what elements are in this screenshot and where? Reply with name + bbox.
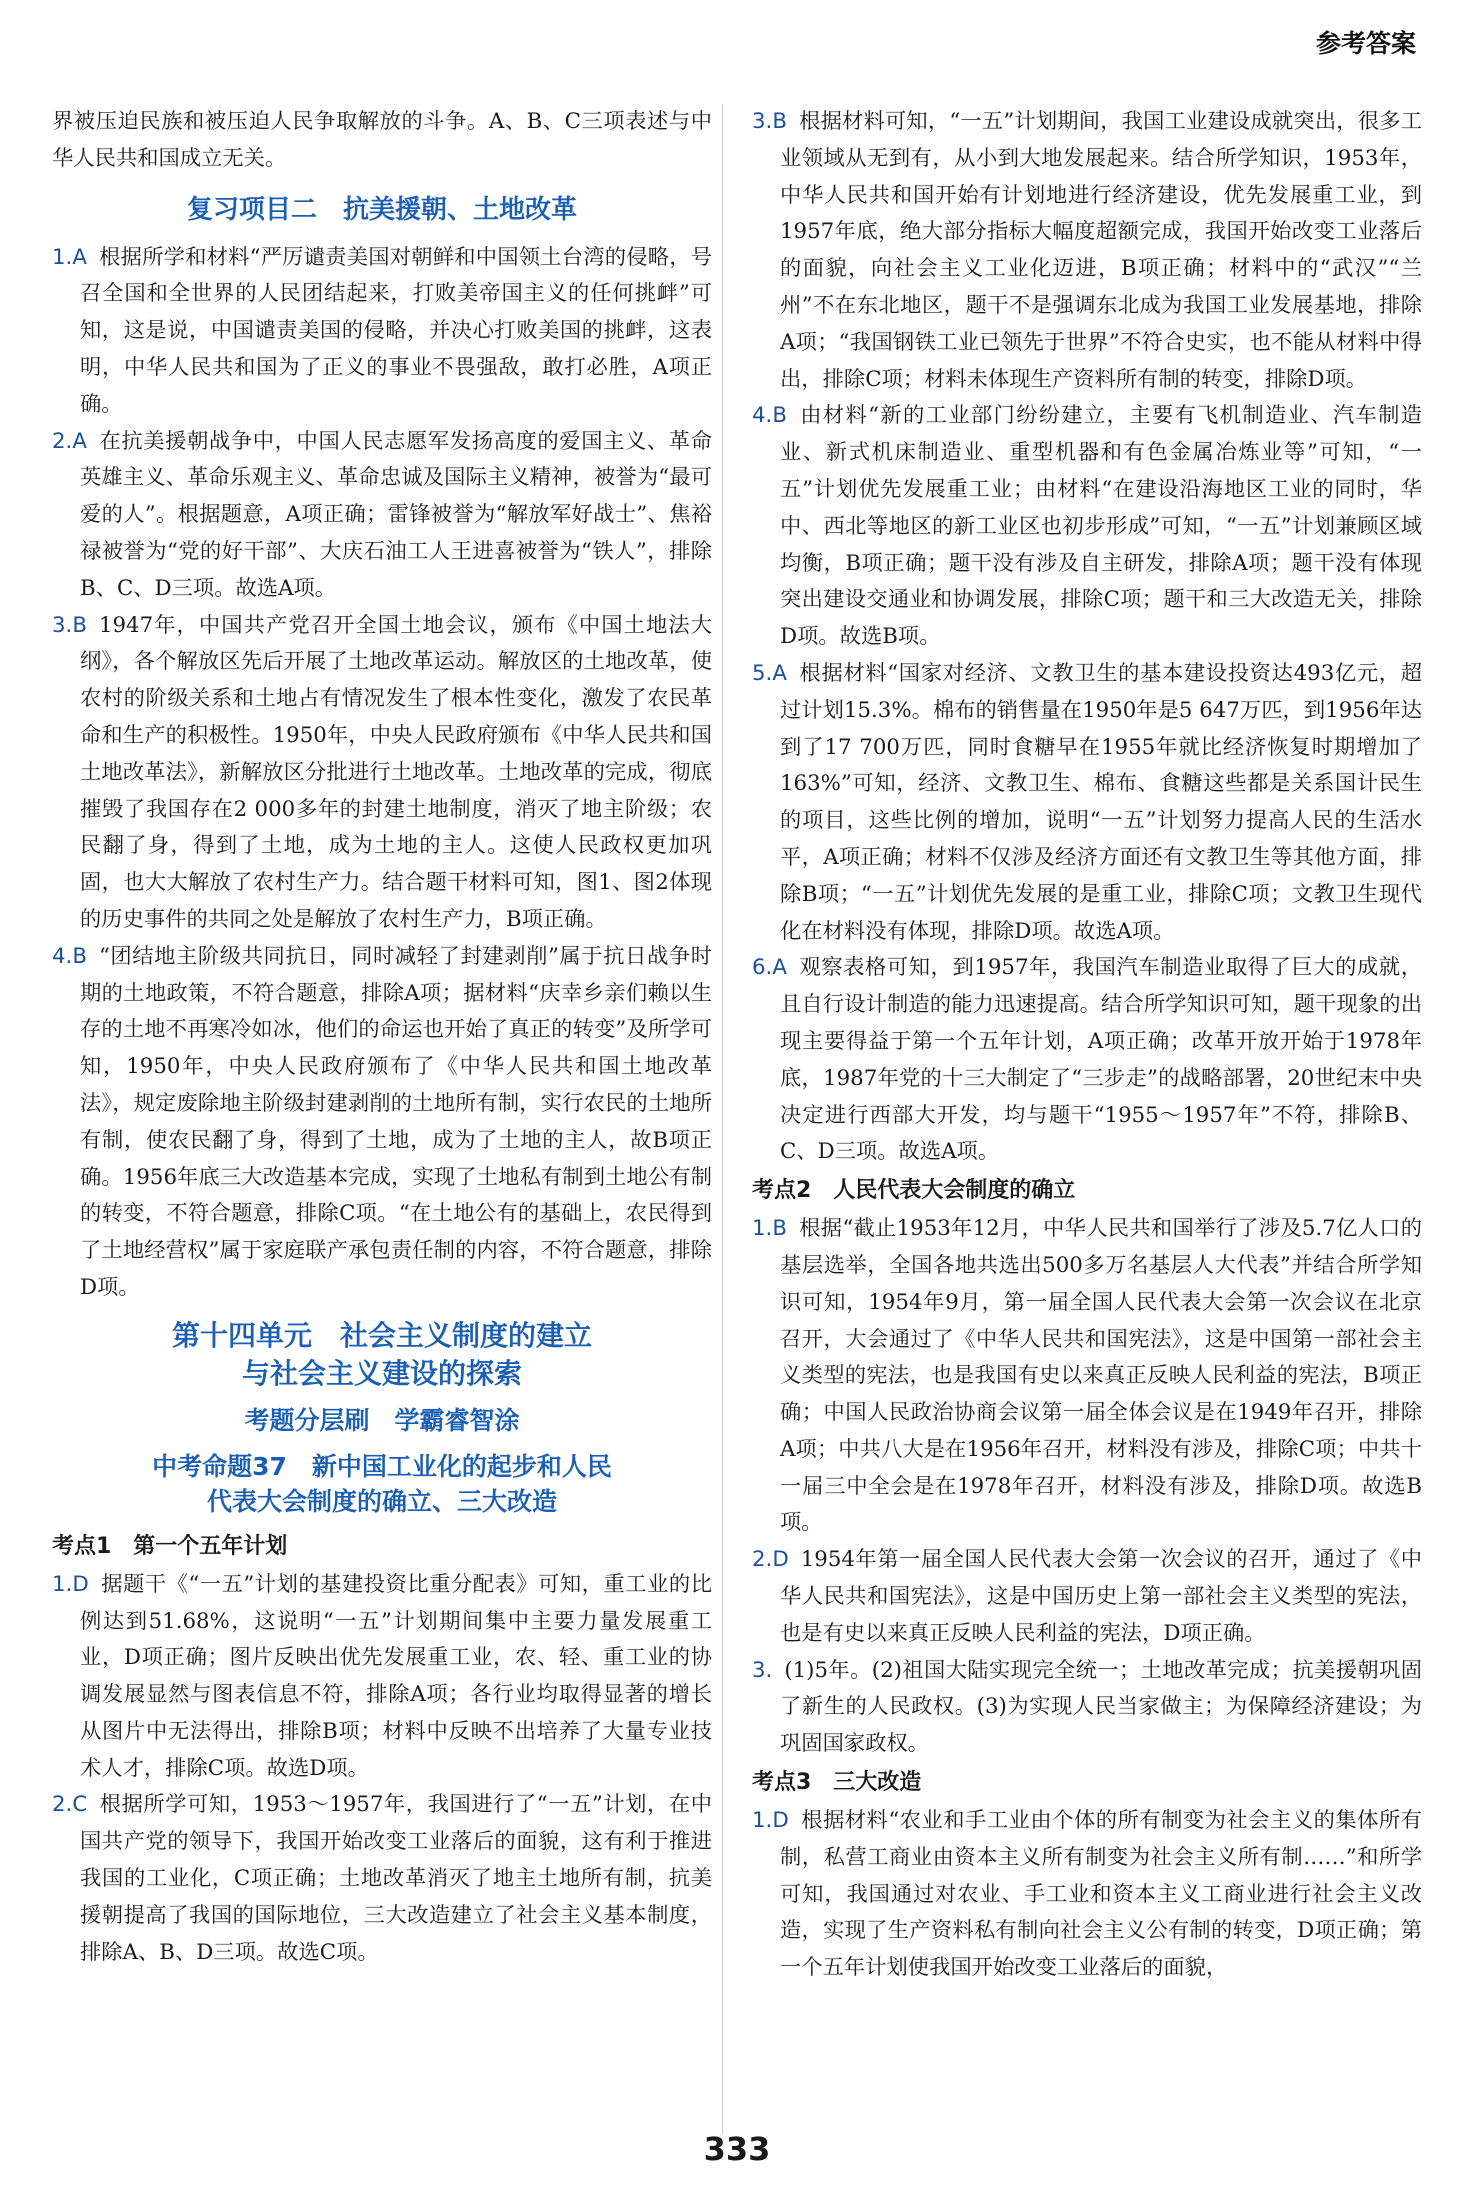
answer-item [52,939,712,1307]
answer-key: 1.B [752,1216,787,1242]
answer-key: 5.A [752,660,787,686]
unit-subtitle: 考题分层刷 学霸睿智涂 [244,1405,520,1435]
unit-title-line2: 与社会主义建设的探索 [241,1356,522,1390]
answer-item [752,1542,1422,1652]
topic-title-line1: 中考命题37 新中国工业化的起步和人民 [152,1451,612,1481]
answer-key: 2.A [52,428,87,454]
answer-explanation: 1954年第一届全国人民代表大会第一次会议的召开，通过了《中华人民共和国宪法》，这是中国历史上第一部社会主义类型的宪法，也是有史以来真正反映人民利益的宪法，D项正确。 [780,1547,1422,1646]
answer-key: 1.A [52,244,87,270]
answer-item [52,424,712,608]
answer-key: 1.D [52,1571,89,1597]
answer-list [52,240,712,1307]
answer-item [752,1803,1422,1987]
answer-item [52,240,712,424]
answer-explanation: 根据材料“农业和手工业由个体的所有制变为社会主义的集体所有制，私营工商业由资本主义所有制变为社会主义所有制……”和所学可知，我国通过对农业、手工业和资本主义工商业进行社会主义改造，实现了生产资料私有制向社会主义公有制的转变，D项正确；第一个五年计划使我国开始改变工业落后的面貌， [780,1808,1422,1981]
answer-explanation: (1)5年。(2)祖国大陆实现完全统一；土地改革完成；抗美援朝巩固了新生的人民政权。(3)为实现人民当家做主；为保障经济建设；为巩固国家政权。 [780,1657,1422,1757]
column-divider [722,104,723,2134]
answer-key: 3.B [752,109,787,134]
answer-key: 3.B [52,612,87,638]
answer-item [752,950,1422,1171]
answer-explanation: 在抗美援朝战争中，中国人民志愿军发扬高度的爱国主义、革命英雄主义、革命乐观主义、革命忠诚及国际主义精神，被誉为“最可爱的人”。根据题意，A项正确；雷锋被誉为“解放军好战士”、焦裕禄被誉为“党的好干部”、大庆石油工人王进喜被誉为“铁人”，排除B、C、D三项。故选A项。 [80,428,712,601]
left-column [52,104,712,1971]
answer-explanation: 观察表格可知，到1957年，我国汽车制造业取得了巨大的成就，且自行设计制造的能力迅速提高。结合所学知识可知，题干现象的出现主要得益于第一个五年计划，A项正确；改革开放开始于1978年底，1987年党的十三大制定了“三步走”的战略部署，20世纪末中央决定进行西部大开发，均与题干“1955～1957年”不符，排除B、C、D三项。故选A项。 [780,955,1422,1165]
answer-explanation: “团结地主阶级共同抗日，同时减轻了封建剥削”属于抗日战争时期的土地政策，不符合题意，排除A项；据材料“庆幸乡亲们赖以生存的土地不再寒冷如冰，他们的命运也开始了真正的转变”及所学可知，1950年，中央人民政府颁布了《中华人民共和国土地改革法》，规定废除地主阶级封建剥削的土地所有制，实行农民的土地所有制，使农民翻了身，得到了土地，成为了土地的主人，故B项正确。1956年底三大改造基本完成，实现了土地私有制到土地公有制的转变，不符合题意，排除C项。“在土地公有的基础上，农民得到了土地经营权”属于家庭联产承包责任制的内容，不符合题意，排除D项。 [80,943,712,1300]
answer-explanation: 由材料“新的工业部门纷纷建立，主要有飞机制造业、汽车制造业、新式机床制造业、重型机器和有色金属冶炼业等”可知，“一五”计划优先发展重工业；由材料“在建设沿海地区工业的同时，华中、西北等地区的新工业区也初步形成”可知，“一五”计划兼顾区域均衡，B项正确；题干没有涉及自主研发，排除A项；题干没有体现突出建设交通业和协调发展，排除C项；题干和三大改造无关，排除D项。故选B项。 [780,403,1422,650]
answer-key: 4.B [752,403,787,429]
answer-explanation: 根据材料可知，“一五”计划期间，我国工业建设成就突出，很多工业领域从无到有，从小到大地发展起来。结合所学知识，1953年，中华人民共和国开始有计划地进行经济建设，优先发展重工业，到1957年底，绝大部分指标大幅度超额完成，我国开始改变工业落后的面貌，向社会主义工业化迈进，B项正确；材料中的“武汉”“兰州”不在东北地区，题干不是强调东北成为我国工业发展基地，排除A项；“我国钢铁工业已领先于世界”不符合史实，也不能从材料中得出，排除C项；材料未体现生产资料所有制的转变，排除D项。 [780,109,1422,392]
answer-item [752,656,1422,950]
answer-list [752,104,1422,1171]
answer-explanation: 根据材料“国家对经济、文教卫生的基本建设投资达493亿元，超过计划15.3%。棉布的销售量在1950年是5 647万匹，到1956年达到了17 700万匹，同时食糖早在1955年就比经济恢复时期增加了163%”可知，经济、文教卫生、棉布、食糖这些都是关系国计民生的项目，这些比例的增加，说明“一五”计划努力提高人民的生活水平，A项正确；材料不仅涉及经济方面还有文教卫生等其他方面，排除B项；“一五”计划优先发展的是重工业，排除C项；文教卫生现代化在材料没有体现，排除D项。故选A项。 [780,660,1422,944]
answer-item [752,104,1422,398]
topic-title-line2: 代表大会制度的确立、三大改造 [206,1486,557,1516]
point-heading: 考点2 人民代表大会制度的确立 [752,1178,1076,1204]
answer-item [752,1211,1422,1542]
answer-key: 1.D [752,1808,789,1834]
point-heading: 考点3 三大改造 [752,1770,922,1796]
answer-item [52,1567,712,1788]
answer-item [752,398,1422,656]
answer-key: 3. [752,1657,773,1683]
answer-item [52,1787,712,1971]
page-header: 参考答案 [1315,29,1416,58]
answer-key: 4.B [52,943,87,969]
answer-list [752,1211,1422,1763]
answer-explanation: 根据“截止1953年12月，中华人民共和国举行了涉及5.7亿人口的基层选举，全国各地共选出500多万名基层人大代表”并结合所学知识可知，1954年9月，第一届全国人民代表大会第一次会议在北京召开，大会通过了《中华人民共和国宪法》，这是中国第一部社会主义类型的宪法，也是我国有史以来真正反映人民利益的宪法，B项正确；中国人民政治协商会议第一届全体会议是在1949年召开，排除A项；中共八大是在1956年召开，材料没有涉及，排除C项；中共十一届三中全会是在1978年召开，材料没有涉及，排除D项。故选B项。 [780,1216,1422,1536]
answer-key: 2.D [752,1547,789,1573]
answer-explanation: 1947年，中国共产党召开全国土地会议，颁布《中国土地法大纲》，各个解放区先后开展了土地改革运动。解放区的土地改革，使农村的阶级关系和土地占有情况发生了根本性变化，激发了农民革命和生产的积极性。1950年，中央人民政府颁布《中华人民共和国土地改革法》，新解放区分批进行土地改革。土地改革的完成，彻底摧毁了我国存在2 000多年的封建土地制度，消灭了地主阶级；农民翻了身，得到了土地，成为土地的主人。这使人民政权更加巩固，也大大解放了农村生产力。结合题干材料可知，图1、图2体现的历史事件的共同之处是解放了农村生产力，B项正确。 [80,612,712,932]
answer-key: 2.C [52,1792,88,1818]
answer-key: 6.A [752,955,787,981]
point-heading: 考点1 第一个五年计划 [52,1533,288,1559]
answer-list [752,1803,1422,1987]
answer-explanation: 根据所学可知，1953～1957年，我国进行了“一五”计划，在中国共产党的领导下，我国开始改变工业落后的面貌，这有利于推进我国的工业化，C项正确；土地改革消灭了地主土地所有制，抗美援朝提高了我国的国际地位，三大改造建立了社会主义基本制度，排除A、B、D三项。故选C项。 [80,1792,712,1965]
page-number: 333 [703,2130,771,2168]
right-column [752,104,1422,1987]
answer-item [52,608,712,939]
answer-list [52,1567,712,1972]
unit-title-line1: 第十四单元 社会主义制度的建立 [171,1318,592,1352]
answer-explanation: 根据所学和材料“严厉谴责美国对朝鲜和中国领土台湾的侵略，号召全国和全世界的人民团结起来，打败美帝国主义的任何挑衅”可知，这是说，中国谴责美国的侵略，并决心打败美国的挑衅，这表明，中华人民共和国为了正义的事业不畏强敌，敢打必胜，A项正确。 [80,244,712,417]
section-heading: 复习项目二 抗美援朝、土地改革 [186,194,577,225]
intro-paragraph: 界被压迫民族和被压迫人民争取解放的斗争。A、B、C三项表述与中华人民共和国成立无关。 [52,109,712,171]
answer-item [752,1653,1422,1763]
answer-explanation: 据题干《“一五”计划的基建投资比重分配表》可知，重工业的比例达到51.68%，这说明“一五”计划期间集中主要力量发展重工业，D项正确；图片反映出优先发展重工业，农、轻、重工业的协调发展显然与图表信息不符，排除A项；各行业均取得显著的增长从图片中无法得出，排除B项；材料中反映不出培养了大量专业技术人才，排除C项。故选D项。 [80,1571,712,1781]
